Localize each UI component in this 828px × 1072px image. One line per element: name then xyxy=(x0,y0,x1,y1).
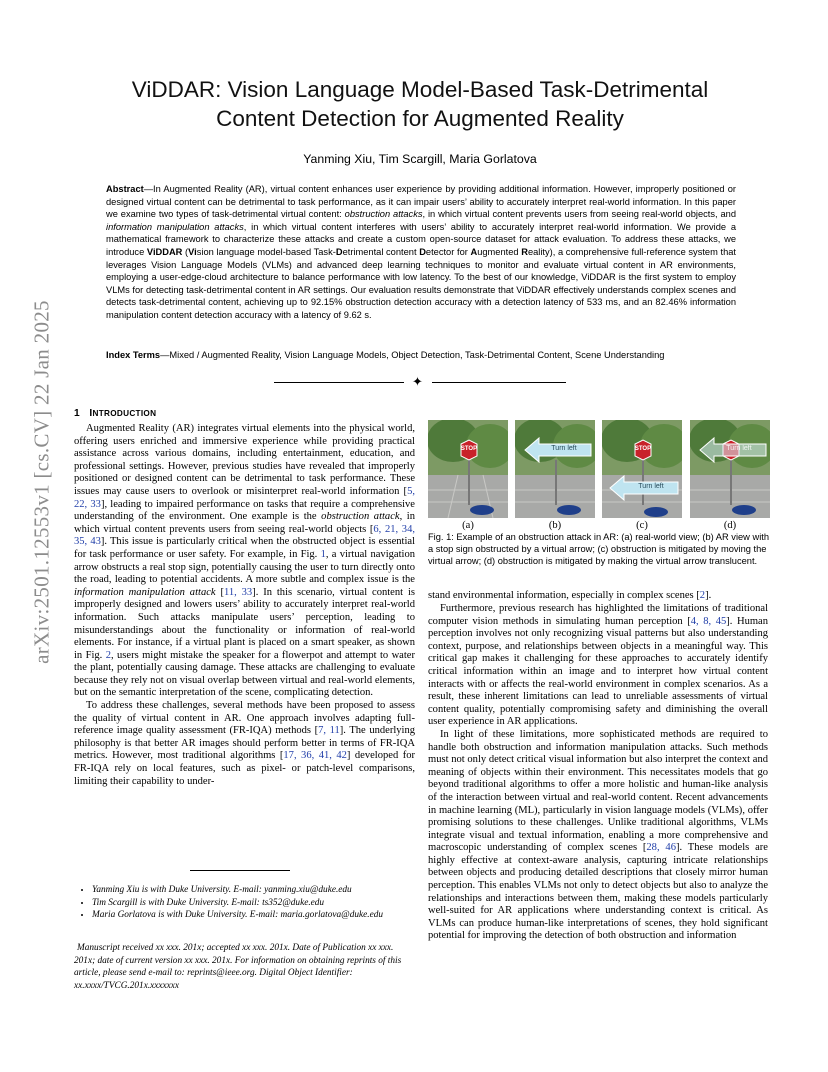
footnote-rule xyxy=(190,870,290,871)
section-heading: 1 INTRODUCTION xyxy=(74,408,157,419)
manuscript-note: Manuscript received xx xxx. 201x; accepted xx xxx. 201x. Date of Publication xx xxx. 201x; date of current version xx xxx. 201x. For information on obtaining reprints of this article, please send e-mail to: reprints@ieee.org. Digital Object Identifier: xx.xxxx/TVCG.201x.xxxxxxx xyxy=(74,943,402,991)
left-column xyxy=(74,423,415,788)
panel-label-b: (b) xyxy=(548,520,562,531)
citation-link[interactable]: 28, 46 xyxy=(646,842,676,854)
figure-panel-c xyxy=(602,420,682,518)
figure-caption: Fig. 1: Example of an obstruction attack in AR: (a) real-world view; (b) AR view with a stop sign obstructed by a virtual arrow; (c) obstruction is mitigated by moving the virtual arrow; (d) obstruction is mitigated by making the virtual arrow translucent. xyxy=(428,532,770,567)
citation-link[interactable]: 5, 22, 33 xyxy=(74,485,415,510)
figure-link[interactable]: 2 xyxy=(105,649,111,661)
footnote-item: • Yanming Xiu is with Duke University. E-mail: yanming.xiu@duke.edu xyxy=(92,884,415,897)
paragraph: Furthermore, previous research has highlighted the limitations of traditional computer vision methods in simulating human perception [4, 8, 45]. Human perception involves not only recognizing visual patterns but also understanding context, purpose, and relationships between objects in a meaningful way. This critical gap makes it challenging for these approaches to accurately identify critical information within an image and to interpret how virtual content interacts with or affects the real-world environment in complex scenarios. As a result, these inherent limitations can lead to unreliable assessments of virtual content quality, potentially compromising safety and diminishing the overall user experience in AR applications. xyxy=(428,603,769,728)
affiliation-footnotes xyxy=(74,884,415,922)
citation-link[interactable]: 4, 8, 45 xyxy=(690,615,727,627)
abstract-label: Abstract xyxy=(106,184,144,194)
arrow-text: Turn left xyxy=(726,445,752,452)
index-terms-label: Index Terms xyxy=(106,350,161,360)
right-column xyxy=(428,603,768,943)
paper-title xyxy=(110,75,730,133)
divider-line-left xyxy=(274,382,404,383)
paragraph: Augmented Reality (AR) integrates virtual elements into the physical world, offering users enriched and immersive experience while providing practical assistance across various domains, including entertainment, education, and professional settings. However, previous studies have revealed that improperly positioned or designed content can be detrimental to task performance. These issues may cause users to overlook or misinterpret real-world information [5, 22, 33], leading to impaired performance on tasks that require a comprehensive understanding of the environment. One example is the obstruction attack, in which virtual content prevents users from seeing real-world objects [6, 21, 34, 35, 43]. This issue is particularly critical when the obstructed object is essential for task performance or user safety. For example, in Fig. 1, a virtual navigation arrow obstructs a real stop sign, potentially causing the user to turn directly onto the road, leading to potential accidents. A more subtle and complex issue is the information manipulation attack [11, 33]. In this scenario, virtual content is improperly designed and lowers users’ ability to accurately interpret real-world information. Such attacks manipulate users’ perception, leading to misunderstandings about the functionality or information of real-world elements. For instance, if a virtual plant is placed on a smart speaker, as shown in Fig. 2, users might mistake the speaker for a flowerpot and attempt to water the plant, potentially causing damage. These attacks are challenging to evaluate because they rely not on visual overlap between virtual and real-world elements, but on the semantic interpretation of the scene, complicating detection. xyxy=(74,423,416,699)
stop-sign-text: STOP xyxy=(634,446,652,452)
figure-panel-d xyxy=(690,420,770,518)
citation-link[interactable]: 17, 36, 41, 42 xyxy=(283,750,347,762)
arrow-text: Turn left xyxy=(551,445,577,452)
stop-sign-text: STOP xyxy=(460,446,478,452)
abstract: Abstract—In Augmented Reality (AR), virtual content enhances user experience by providing additional information. However, improperly positioned or designed virtual content can be detrimental to task performance, as it can impair users’ ability to accurately interpret real-world information. In this paper we examine two types of task-detrimental virtual content: obstruction attacks, in which virtual content prevents users from seeing real-world objects, and information manipulation attacks, in which virtual content interferes with users’ ability to accurately interpret real-world information. We provide a mathematical framework to characterize these attacks and create a custom open-source dataset for attack evaluation. To address these attacks, we introduce ViDDAR (Vision language model-based Task-Detrimental content Detector for Augmented Reality), a comprehensive full-reference system that leverages Vision Language Models (VLMs) and advanced deep learning techniques to monitor and evaluate virtual content in AR environments, employing a user-edge-cloud architecture to balance performance with low latency. To the best of our knowledge, ViDDAR is the first system to employ VLMs for detecting task-detrimental content in AR settings. Our evaluation results demonstrate that ViDDAR effectively understands complex scenes and detects task-detrimental content, achieving up to 92.15% obstruction detection accuracy with a detection latency of 533 ms, and an 82.46% information manipulation content detection accuracy with a latency of 9.62 s. xyxy=(106,184,737,320)
right-column-continuation xyxy=(428,590,768,603)
footnote-item: • Tim Scargill is with Duke University. E-mail: ts352@duke.edu xyxy=(92,897,415,910)
paragraph: In light of these limitations, more sophisticated methods are required to handle both obstruction and information manipulation attacks. Such methods must not only detect critical visual information but also interpret the context and meaning of objects within their environment. This necessitates models that go beyond traditional algorithms to offer a more holistic and human-like analysis of the interaction between virtual and real-world content. Recent advancements in machine learning (ML), particularly in vision language models (VLMs), offer promising solutions to these challenges. Unlike traditional algorithms, VLMs integrate visual and textual information, enabling a more comprehensive and macroscopic understanding of complex scenes [28, 46]. These models are highly effective at context-aware analysis, capturing intricate relationships between objects and producing detailed descriptions that closely mirror human perception. This enables VLMs not only to detect objects but also to analyze the relationships and interactions between them, making these models particularly well-suited for AR applications where understanding context is critical. As VLMs can produce human-like interpretations of scenes, they hold significant potential for improving the detection of both obstruction and information xyxy=(428,728,768,942)
figure-panel-a xyxy=(428,420,508,518)
panel-label-c: (c) xyxy=(636,520,648,531)
footnote-item: • Maria Gorlatova is with Duke University. E-mail: maria.gorlatova@duke.edu xyxy=(92,909,415,922)
paragraph: To address these challenges, several methods have been proposed to assess the quality of virtual content in AR. One approach involves adapting full-reference image quality assessment (FR-IQA) methods [7, 11]. The underlying philosophy is that better AR images should perform better in terms of FR-IQA metrics. However, most traditional algorithms [17, 36, 41, 42] developed for FR-IQA rely on local features, such as pixel- or patch-level comparisons, limiting their capability to under- xyxy=(74,700,416,787)
index-terms: Index Terms—Mixed / Augmented Reality, Vision Language Models, Object Detection, Task-Detrimental Content, Scene Understanding xyxy=(106,350,665,360)
paragraph: stand environmental information, especially in complex scenes [2]. xyxy=(428,590,712,601)
panel-label-a: (a) xyxy=(462,520,474,531)
citation-link[interactable]: 6, 21, 34, 35, 43 xyxy=(74,523,415,548)
panel-label-d: (d) xyxy=(723,520,737,531)
citation-link[interactable]: 2 xyxy=(699,590,706,601)
figure-link[interactable]: 1 xyxy=(320,548,326,560)
author-list: Yanming Xiu, Tim Scargill, Maria Gorlatova xyxy=(303,152,537,166)
arrow-text: Turn left xyxy=(638,483,664,490)
divider-star-icon: ✦ xyxy=(412,374,423,389)
citation-link[interactable]: 7, 11 xyxy=(318,725,340,737)
divider-line-right xyxy=(432,382,566,383)
title-line-1: ViDDAR: Vision Language Model-Based Task-Detrimental xyxy=(131,77,709,102)
section-divider xyxy=(274,374,566,389)
figure-panel-b xyxy=(515,420,595,518)
citation-link[interactable]: 11, 33 xyxy=(223,586,253,598)
arxiv-identifier: arXiv:2501.12553v1 [cs.CV] 22 Jan 2025 xyxy=(29,300,54,664)
title-line-2: Content Detection for Augmented Reality xyxy=(216,106,624,131)
